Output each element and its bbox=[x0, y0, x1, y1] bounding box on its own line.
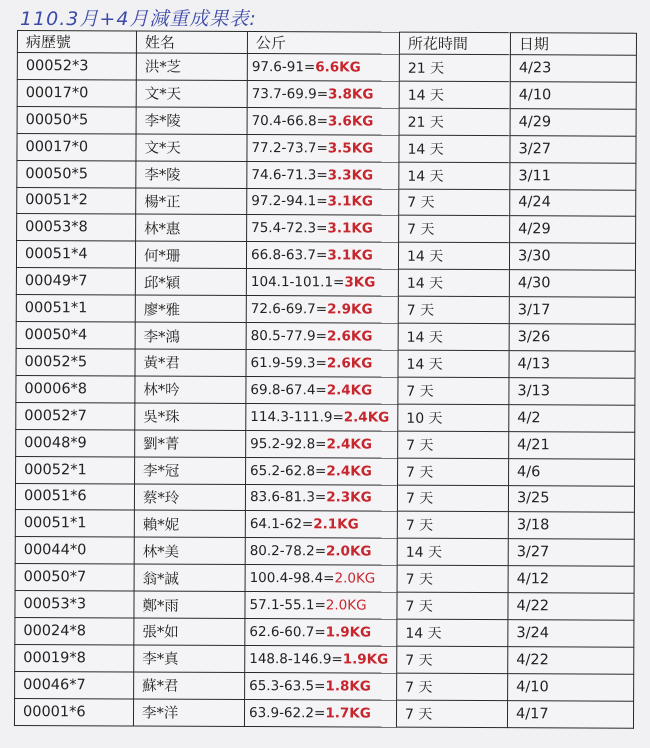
weight-range: 64.1-62= bbox=[249, 516, 314, 533]
time-spent-cell: 7 天 bbox=[397, 512, 508, 539]
patient-name-cell: 李*陵 bbox=[136, 161, 247, 188]
table-row bbox=[16, 402, 635, 432]
record-no-cell: 00049*7 bbox=[16, 268, 135, 295]
patient-name-cell: 林*惠 bbox=[136, 214, 247, 241]
time-spent-cell: 7 天 bbox=[397, 592, 508, 619]
weight-range: 77.2-73.7= bbox=[251, 139, 328, 157]
patient-name-cell: 鄭*雨 bbox=[134, 591, 245, 618]
date-cell: 4/29 bbox=[510, 108, 636, 135]
weight-loss-result: 1.8KG bbox=[325, 678, 371, 695]
header-date: 日期 bbox=[510, 33, 636, 56]
time-spent-cell: 10 天 bbox=[398, 404, 509, 431]
weight-cell bbox=[247, 80, 399, 108]
time-spent-cell: 14 天 bbox=[398, 269, 509, 296]
weight-loss-result: 2.4KG bbox=[326, 382, 373, 399]
weight-range: 148.8-146.9= bbox=[249, 650, 343, 668]
table-row bbox=[16, 348, 635, 378]
record-no-cell: 00017*0 bbox=[17, 133, 136, 160]
weight-cell bbox=[245, 484, 397, 512]
record-no-cell: 00053*8 bbox=[17, 214, 136, 241]
patient-name-cell: 林*美 bbox=[134, 537, 245, 564]
date-cell: 4/6 bbox=[509, 458, 635, 485]
weight-loss-result: 2.6KG bbox=[326, 355, 373, 372]
patient-name-cell: 廖*雅 bbox=[135, 295, 246, 322]
weight-range: 70.4-66.8= bbox=[251, 112, 328, 130]
weight-range: 69.8-67.4= bbox=[250, 381, 327, 399]
date-cell: 4/22 bbox=[508, 647, 634, 674]
weight-loss-result: 3.1KG bbox=[327, 247, 373, 264]
time-spent-cell: 14 天 bbox=[399, 81, 510, 108]
time-spent-cell: 7 天 bbox=[398, 296, 509, 323]
record-no-cell: 00019*8 bbox=[15, 644, 134, 671]
record-no-cell: 00051*1 bbox=[15, 510, 134, 537]
time-spent-cell: 7 天 bbox=[398, 431, 509, 458]
weight-cell bbox=[247, 188, 399, 216]
header-name: 姓名 bbox=[136, 31, 247, 53]
weight-loss-result: 3.1KG bbox=[327, 220, 373, 237]
record-no-cell: 00051*2 bbox=[17, 187, 136, 214]
weight-cell bbox=[245, 511, 397, 539]
record-no-cell: 00050*4 bbox=[16, 322, 135, 349]
weight-loss-result: 3.3KG bbox=[327, 166, 374, 184]
weight-cell bbox=[246, 296, 398, 324]
header-time-spent: 所花時間 bbox=[399, 32, 510, 54]
weight-loss-result: 6.6KG bbox=[315, 59, 361, 76]
record-no-cell: 00053*3 bbox=[15, 591, 134, 618]
record-no-cell: 00051*4 bbox=[16, 241, 135, 268]
patient-name-cell: 楊*正 bbox=[136, 188, 247, 215]
weight-range: 97.2-94.1= bbox=[251, 193, 328, 210]
patient-name-cell: 李*真 bbox=[134, 645, 245, 672]
weight-cell bbox=[247, 107, 399, 135]
weight-range: 73.7-69.9= bbox=[251, 85, 329, 103]
patient-name-cell: 李*洋 bbox=[133, 699, 244, 727]
weight-loss-result: 2.4KG bbox=[343, 409, 390, 426]
weight-loss-result: 2.0KG bbox=[334, 570, 376, 587]
date-cell: 3/27 bbox=[508, 539, 634, 566]
weight-loss-result: 2.1KG bbox=[313, 516, 359, 533]
weight-range: 80.2-78.2= bbox=[249, 543, 327, 560]
record-no-cell: 00052*5 bbox=[16, 348, 135, 375]
weight-cell bbox=[247, 54, 399, 82]
patient-name-cell: 蔡*玲 bbox=[134, 484, 245, 511]
date-cell: 4/23 bbox=[510, 55, 636, 82]
date-cell: 3/24 bbox=[508, 620, 634, 647]
weight-range: 62.6-60.7= bbox=[249, 624, 326, 641]
patient-name-cell: 張*如 bbox=[134, 618, 245, 645]
table-row bbox=[16, 375, 635, 405]
record-no-cell: 00050*5 bbox=[17, 106, 136, 133]
table-row bbox=[17, 133, 636, 163]
date-cell: 3/30 bbox=[509, 243, 635, 270]
weight-loss-result: 2.3KG bbox=[326, 489, 372, 507]
weight-loss-table bbox=[14, 30, 637, 729]
time-spent-cell: 14 天 bbox=[399, 135, 510, 162]
table-row bbox=[16, 322, 635, 352]
weight-loss-result: 1.9KG bbox=[342, 651, 389, 668]
weight-loss-result: 2.0KG bbox=[326, 543, 372, 560]
table-row bbox=[17, 160, 636, 190]
patient-name-cell: 何*珊 bbox=[135, 241, 246, 268]
table-row bbox=[15, 564, 634, 594]
table-row bbox=[16, 456, 635, 486]
weight-loss-result: 2.0KG bbox=[325, 597, 367, 614]
time-spent-cell: 14 天 bbox=[398, 243, 509, 270]
time-spent-cell: 7 天 bbox=[397, 673, 508, 700]
weight-loss-result: 3.1KG bbox=[327, 193, 374, 211]
time-spent-cell: 7 天 bbox=[398, 377, 509, 404]
time-spent-cell: 7 天 bbox=[396, 700, 507, 728]
patient-name-cell: 李*冠 bbox=[135, 457, 246, 484]
table-row bbox=[17, 53, 636, 83]
weight-range: 75.4-72.3= bbox=[251, 220, 328, 237]
date-cell: 4/22 bbox=[508, 593, 634, 620]
patient-name-cell: 李*鴻 bbox=[135, 322, 246, 349]
weight-loss-result: 1.7KG bbox=[325, 705, 371, 722]
patient-name-cell: 文*天 bbox=[136, 80, 247, 107]
weight-range: 65.3-63.5= bbox=[249, 677, 326, 695]
weight-loss-result: 2.4KG bbox=[326, 435, 373, 453]
weight-cell bbox=[244, 699, 396, 727]
table-row bbox=[15, 671, 634, 701]
weight-range: 72.6-69.7= bbox=[250, 301, 328, 318]
table-row bbox=[15, 510, 634, 540]
patient-name-cell: 林*吟 bbox=[135, 376, 246, 403]
weight-cell bbox=[246, 430, 398, 458]
patient-name-cell: 李*陵 bbox=[136, 107, 247, 134]
time-spent-cell: 7 天 bbox=[399, 189, 510, 216]
patient-name-cell: 黃*君 bbox=[135, 349, 246, 376]
weight-cell bbox=[247, 134, 399, 162]
table-row bbox=[14, 698, 633, 728]
weight-cell bbox=[246, 457, 398, 485]
patient-name-cell: 蘇*君 bbox=[134, 672, 245, 699]
weight-loss-result: 3.6KG bbox=[327, 113, 374, 130]
weight-cell bbox=[245, 538, 397, 566]
date-cell: 4/13 bbox=[509, 351, 635, 378]
table-row bbox=[15, 537, 634, 567]
table-row bbox=[16, 268, 635, 298]
table-row bbox=[15, 483, 634, 513]
patient-name-cell: 洪*芝 bbox=[136, 53, 247, 80]
date-cell: 4/12 bbox=[508, 566, 634, 593]
date-cell: 4/2 bbox=[509, 404, 635, 431]
table-row bbox=[17, 106, 636, 136]
weight-loss-result: 1.9KG bbox=[325, 624, 372, 641]
date-cell: 3/18 bbox=[508, 512, 634, 539]
patient-name-cell: 吳*珠 bbox=[135, 403, 246, 430]
time-spent-cell: 7 天 bbox=[399, 216, 510, 243]
date-cell: 4/21 bbox=[509, 431, 635, 458]
date-cell: 3/17 bbox=[509, 297, 635, 324]
weight-range: 83.6-81.3= bbox=[249, 489, 327, 506]
weight-cell bbox=[246, 323, 398, 351]
weight-range: 100.4-98.4= bbox=[249, 570, 335, 587]
date-cell: 4/17 bbox=[507, 700, 633, 728]
weight-loss-result: 3KG bbox=[344, 274, 376, 291]
header-record-no: 病歷號 bbox=[17, 31, 136, 54]
weight-range: 65.2-62.8= bbox=[250, 462, 327, 479]
time-spent-cell: 7 天 bbox=[397, 565, 508, 592]
record-no-cell: 00050*7 bbox=[15, 564, 134, 591]
weight-range: 66.8-63.7= bbox=[250, 247, 328, 264]
date-cell: 3/26 bbox=[509, 324, 635, 351]
weight-range: 95.2-92.8= bbox=[250, 435, 327, 452]
date-cell: 3/11 bbox=[510, 162, 636, 189]
header-row bbox=[17, 31, 636, 56]
time-spent-cell: 14 天 bbox=[398, 350, 509, 377]
time-spent-cell: 14 天 bbox=[397, 538, 508, 565]
time-spent-cell: 14 天 bbox=[397, 619, 508, 646]
record-no-cell: 00046*7 bbox=[15, 671, 134, 698]
weight-cell bbox=[247, 161, 399, 189]
table-row bbox=[16, 429, 635, 459]
table-row bbox=[16, 241, 635, 271]
time-spent-cell: 7 天 bbox=[398, 458, 509, 485]
record-no-cell: 00001*6 bbox=[14, 698, 133, 726]
record-no-cell: 00017*0 bbox=[17, 79, 136, 106]
weight-range: 57.1-55.1= bbox=[249, 597, 326, 614]
record-no-cell: 00048*9 bbox=[16, 429, 135, 456]
record-no-cell: 00051*6 bbox=[15, 483, 134, 510]
patient-name-cell: 文*天 bbox=[136, 134, 247, 161]
time-spent-cell: 7 天 bbox=[397, 646, 508, 673]
record-no-cell: 00052*1 bbox=[16, 456, 135, 483]
weight-loss-result: 2.9KG bbox=[327, 301, 373, 318]
record-no-cell: 00051*1 bbox=[16, 295, 135, 322]
time-spent-cell: 14 天 bbox=[398, 323, 509, 350]
table-row bbox=[17, 79, 636, 109]
weight-cell bbox=[246, 242, 398, 270]
date-cell: 3/27 bbox=[510, 135, 636, 162]
record-no-cell: 00052*3 bbox=[17, 53, 136, 80]
weight-range: 74.6-71.3= bbox=[251, 166, 328, 183]
table-row bbox=[15, 591, 634, 621]
table-row bbox=[15, 644, 634, 674]
record-no-cell: 00050*5 bbox=[17, 160, 136, 187]
weight-loss-result: 2.4KG bbox=[326, 462, 372, 480]
record-no-cell: 00044*0 bbox=[15, 537, 134, 564]
weight-range: 80.5-77.9= bbox=[250, 328, 328, 345]
time-spent-cell: 21 天 bbox=[399, 54, 510, 81]
date-cell: 3/25 bbox=[508, 485, 634, 512]
patient-name-cell: 劉*菁 bbox=[135, 430, 246, 457]
record-no-cell: 00024*8 bbox=[15, 618, 134, 645]
record-no-cell: 00006*8 bbox=[16, 375, 135, 402]
date-cell: 3/13 bbox=[509, 378, 635, 405]
date-cell: 4/24 bbox=[510, 189, 636, 216]
record-no-cell: 00052*7 bbox=[16, 402, 135, 429]
date-cell: 4/10 bbox=[508, 673, 634, 700]
time-spent-cell: 14 天 bbox=[399, 162, 510, 189]
weight-loss-result: 2.6KG bbox=[326, 328, 373, 345]
weight-cell bbox=[245, 645, 397, 673]
table-row bbox=[17, 214, 636, 244]
date-cell: 4/30 bbox=[509, 270, 635, 297]
patient-name-cell: 翁*誠 bbox=[134, 564, 245, 591]
weight-cell bbox=[245, 672, 397, 700]
weight-range: 97.6-91= bbox=[251, 58, 316, 76]
weight-cell bbox=[246, 403, 398, 431]
weight-range: 114.3-111.9= bbox=[250, 408, 344, 426]
weight-cell bbox=[246, 349, 398, 377]
weight-cell bbox=[247, 215, 399, 243]
page-title: 110.3月+4月減重成果表: bbox=[20, 8, 257, 30]
weight-cell bbox=[246, 376, 398, 404]
table-row bbox=[15, 618, 634, 648]
patient-name-cell: 賴*妮 bbox=[134, 510, 245, 537]
table-row bbox=[17, 187, 636, 217]
weight-cell bbox=[245, 565, 397, 593]
weight-cell bbox=[246, 269, 398, 297]
table-row bbox=[16, 295, 635, 325]
weight-cell bbox=[245, 592, 397, 620]
time-spent-cell: 21 天 bbox=[399, 108, 510, 135]
weight-range: 61.9-59.3= bbox=[250, 354, 327, 372]
weight-cell bbox=[245, 619, 397, 647]
date-cell: 4/10 bbox=[510, 82, 636, 109]
weight-range: 63.9-62.2= bbox=[248, 704, 326, 722]
patient-name-cell: 邱*穎 bbox=[135, 268, 246, 295]
weight-loss-result: 3.8KG bbox=[328, 86, 374, 103]
weight-range: 104.1-101.1= bbox=[250, 274, 345, 291]
date-cell: 4/29 bbox=[510, 216, 636, 243]
header-kg: 公斤 bbox=[247, 32, 399, 55]
weight-loss-result: 3.5KG bbox=[327, 140, 374, 157]
time-spent-cell: 7 天 bbox=[397, 485, 508, 512]
